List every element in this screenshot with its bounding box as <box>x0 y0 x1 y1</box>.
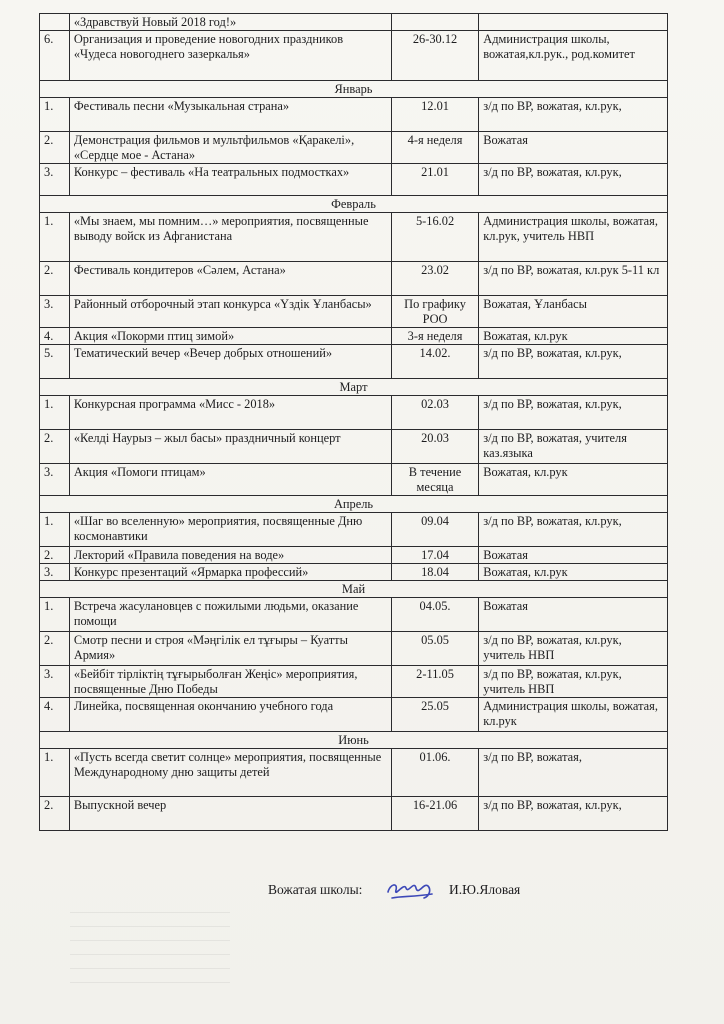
event-number: 1. <box>40 513 70 547</box>
event-number: 4. <box>40 698 70 732</box>
event-number: 1. <box>40 396 70 430</box>
event-title: Районный отборочный этап конкурса «Үздік Ұланбасы» <box>69 296 391 328</box>
event-row <box>40 31 668 81</box>
event-number: 3. <box>40 666 70 698</box>
event-title: Лекторий «Правила поведения на воде» <box>69 547 391 564</box>
event-date: 14.02. <box>391 345 478 379</box>
event-date: По графику РОО <box>391 296 478 328</box>
event-title: Фестиваль кондитеров «Сәлем, Астана» <box>69 262 391 296</box>
event-date: 4-я неделя <box>391 132 478 164</box>
event-title: «Шаг во вселенную» мероприятия, посвященные Дню космонавтики <box>69 513 391 547</box>
month-label: Март <box>40 379 668 396</box>
event-title: «Здравствуй Новый 2018 год!» <box>69 14 391 31</box>
event-date: 12.01 <box>391 98 478 132</box>
event-row <box>40 698 668 732</box>
event-date: 26-30.12 <box>391 31 478 81</box>
month-label: Январь <box>40 81 668 98</box>
event-title: Фестиваль песни «Музыкальная страна» <box>69 98 391 132</box>
event-row <box>40 296 668 328</box>
month-label: Май <box>40 581 668 598</box>
event-responsible: Вожатая, кл.рук <box>479 328 668 345</box>
signature-label: Вожатая школы: <box>268 882 363 897</box>
event-date: 09.04 <box>391 513 478 547</box>
event-date: 2-11.05 <box>391 666 478 698</box>
event-row <box>40 797 668 831</box>
event-responsible: з/д по ВР, вожатая, кл.рук, <box>479 797 668 831</box>
event-date: 20.03 <box>391 430 478 464</box>
event-number: 2. <box>40 547 70 564</box>
event-title: Линейка, посвященная окончанию учебного года <box>69 698 391 732</box>
event-number: 2. <box>40 430 70 464</box>
event-row <box>40 666 668 698</box>
month-header-row <box>40 581 668 598</box>
event-row <box>40 430 668 464</box>
month-header-row <box>40 379 668 396</box>
event-row <box>40 345 668 379</box>
event-row <box>40 213 668 262</box>
event-date: 5-16.02 <box>391 213 478 262</box>
signature-block <box>0 876 724 906</box>
event-responsible: Вожатая, Ұланбасы <box>479 296 668 328</box>
event-date: 04.05. <box>391 598 478 632</box>
event-responsible: Вожатая <box>479 598 668 632</box>
event-row <box>40 132 668 164</box>
events-plan-table <box>39 13 668 831</box>
event-title: Тематический вечер «Вечер добрых отношений» <box>69 345 391 379</box>
event-responsible: Администрация школы, вожатая,кл.рук., род.комитет <box>479 31 668 81</box>
event-number: 2. <box>40 797 70 831</box>
page-show-through-texture <box>70 912 230 992</box>
event-title: Конкурсная программа «Мисс - 2018» <box>69 396 391 430</box>
event-responsible: з/д по ВР, вожатая, <box>479 749 668 797</box>
event-number <box>40 14 70 31</box>
month-header-row <box>40 81 668 98</box>
event-responsible: Администрация школы, вожатая, кл.рук <box>479 698 668 732</box>
event-responsible: Вожатая <box>479 547 668 564</box>
event-row <box>40 547 668 564</box>
event-responsible: Вожатая <box>479 132 668 164</box>
event-responsible: з/д по ВР, вожатая, кл.рук, <box>479 396 668 430</box>
event-title: Выпускной вечер <box>69 797 391 831</box>
event-title: Конкурс – фестиваль «На театральных подмостках» <box>69 164 391 196</box>
event-responsible: з/д по ВР, вожатая, кл.рук, учитель НВП <box>479 632 668 666</box>
event-responsible: Администрация школы, вожатая, кл.рук, учитель НВП <box>479 213 668 262</box>
event-row <box>40 396 668 430</box>
event-title: «Пусть всегда светит солнце» мероприятия, посвященные Международному дню защиты детей <box>69 749 391 797</box>
month-label: Июнь <box>40 732 668 749</box>
event-title: Встреча жасулановцев с пожилыми людьми, оказание помощи <box>69 598 391 632</box>
event-row <box>40 598 668 632</box>
event-date: 18.04 <box>391 564 478 581</box>
event-date: 02.03 <box>391 396 478 430</box>
event-row <box>40 164 668 196</box>
event-title: «Мы знаем, мы помним…» мероприятия, посвященные выводу войск из Афганистана <box>69 213 391 262</box>
event-row <box>40 632 668 666</box>
event-row <box>40 98 668 132</box>
events-plan-body <box>40 14 668 831</box>
event-responsible: з/д по ВР, вожатая, учителя каз.языка <box>479 430 668 464</box>
event-date: В течение месяца <box>391 464 478 496</box>
event-title: Организация и проведение новогодних праздников «Чудеса новогоднего зазеркалья» <box>69 31 391 81</box>
event-responsible <box>479 14 668 31</box>
event-responsible: Вожатая, кл.рук <box>479 464 668 496</box>
event-title: Конкурс презентаций «Ярмарка профессий» <box>69 564 391 581</box>
event-date: 25.05 <box>391 698 478 732</box>
month-header-row <box>40 732 668 749</box>
event-title: «Келді Наурыз – жыл басы» праздничный концерт <box>69 430 391 464</box>
event-row <box>40 749 668 797</box>
event-number: 3. <box>40 464 70 496</box>
event-date: 21.01 <box>391 164 478 196</box>
event-number: 6. <box>40 31 70 81</box>
event-number: 2. <box>40 132 70 164</box>
event-responsible: з/д по ВР, вожатая, кл.рук, <box>479 513 668 547</box>
event-row <box>40 464 668 496</box>
event-responsible: з/д по ВР, вожатая, кл.рук, учитель НВП <box>479 666 668 698</box>
event-number: 1. <box>40 598 70 632</box>
event-title: «Бейбіт тірліктің тұғырыболған Жеңіс» мероприятия, посвященные Дню Победы <box>69 666 391 698</box>
handwritten-signature <box>384 876 436 906</box>
event-title: Смотр песни и строя «Мәңгілік ел тұғыры – Куатты Армия» <box>69 632 391 666</box>
event-number: 3. <box>40 164 70 196</box>
event-number: 3. <box>40 564 70 581</box>
event-row <box>40 513 668 547</box>
month-label: Февраль <box>40 196 668 213</box>
event-number: 1. <box>40 213 70 262</box>
event-number: 1. <box>40 98 70 132</box>
event-responsible: з/д по ВР, вожатая, кл.рук, <box>479 164 668 196</box>
event-number: 2. <box>40 262 70 296</box>
event-date: 17.04 <box>391 547 478 564</box>
event-responsible: з/д по ВР, вожатая, кл.рук, <box>479 345 668 379</box>
event-title: Акция «Помоги птицам» <box>69 464 391 496</box>
event-date: 05.05 <box>391 632 478 666</box>
event-number: 1. <box>40 749 70 797</box>
event-row <box>40 328 668 345</box>
event-row <box>40 564 668 581</box>
event-row <box>40 262 668 296</box>
month-header-row <box>40 496 668 513</box>
event-responsible: з/д по ВР, вожатая, кл.рук, <box>479 98 668 132</box>
event-date: 3-я неделя <box>391 328 478 345</box>
event-date: 16-21.06 <box>391 797 478 831</box>
event-date: 01.06. <box>391 749 478 797</box>
event-number: 2. <box>40 632 70 666</box>
event-title: Акция «Покорми птиц зимой» <box>69 328 391 345</box>
event-row <box>40 14 668 31</box>
signature-name: И.Ю.Яловая <box>449 882 521 897</box>
month-header-row <box>40 196 668 213</box>
event-date <box>391 14 478 31</box>
event-number: 5. <box>40 345 70 379</box>
signature-stroke <box>388 885 432 898</box>
event-date: 23.02 <box>391 262 478 296</box>
event-responsible: з/д по ВР, вожатая, кл.рук 5-11 кл <box>479 262 668 296</box>
month-label: Апрель <box>40 496 668 513</box>
event-number: 4. <box>40 328 70 345</box>
event-responsible: Вожатая, кл.рук <box>479 564 668 581</box>
event-number: 3. <box>40 296 70 328</box>
event-title: Демонстрация фильмов и мультфильмов «Қаракелі», «Сердце мое - Астана» <box>69 132 391 164</box>
